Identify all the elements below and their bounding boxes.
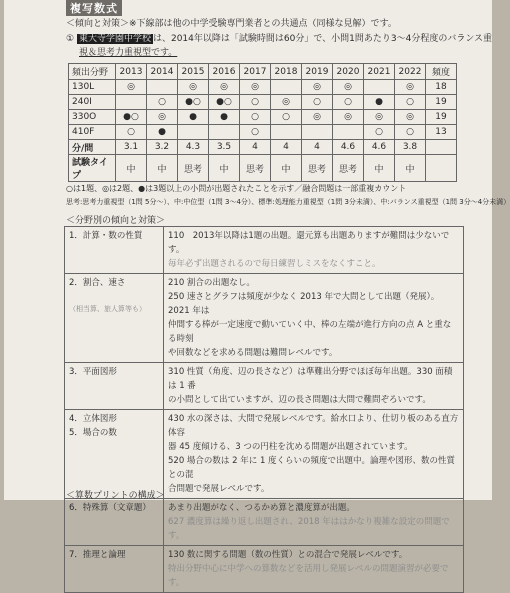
description-line: 合問題で発展レベルです。 [168,484,270,494]
description-line: 器 45 度傾ける、3 つの円柱を沈める問題が出題されています。 [168,442,413,452]
category-cell: 3．平面図形 [65,363,164,410]
table-cell: ◎ [364,110,395,125]
category-label: 4．立体図形 [69,414,117,424]
table-cell [209,125,240,140]
table-header-cell: 2018 [271,64,302,80]
table-cell: ◎ [178,80,209,95]
table-cell: 4.3 [178,140,209,155]
table-cell: 13 [426,125,457,140]
table-cell: 4 [302,140,333,155]
table-cell: 思考 [240,155,271,182]
table-cell [426,140,457,155]
description-line: 430 水の深さは、大問で発展レベルです。給水口より、仕切り板のある直方体容 [168,414,459,438]
legend-line-2: 思考:思考力重視型（1問 5分～）、中:中位型（1問 3～4分）、標準:処理能力重視型（1問 3分未満）、中:バランス重視型（1問 3分～4分未満） [66,198,510,206]
row-label: 240I [69,95,116,110]
bunya-table [64,226,464,593]
description-line: 毎年必ず出題されるので毎日練習しミスをなくすこと。 [168,259,381,269]
table-cell: 中 [147,155,178,182]
table-cell: ○ [395,95,426,110]
table-cell [178,125,209,140]
table-cell: ○ [364,125,395,140]
table-cell: ● [209,110,240,125]
intro-circle-number: ① [66,34,75,44]
row-label: 130L [69,80,116,95]
table-cell: ●○ [209,95,240,110]
table-cell: 3.8 [395,140,426,155]
category-label: 2．割合、速さ [69,278,126,288]
description-cell [164,546,464,593]
intro-line-1-text: は、2014年以降は「試験時間は60分」で、小問1問あたり3～4分程度のバランス重 [152,34,493,44]
table-cell: ◎ [271,95,302,110]
table-cell [271,125,302,140]
school-name: 東大寺学園中学校 [78,34,151,44]
row-label: 試験タイプ [69,155,116,182]
category-cell [65,410,164,499]
table-cell: 4 [271,140,302,155]
table-row [69,95,457,110]
description-line: 110 2013年以降は1題の出題。還元算も出題ありますが難問は少ないです。 [168,231,450,255]
category-cell: 7．推理と論理 [65,546,164,593]
table-cell: ◎ [333,110,364,125]
table-cell: ○ [302,95,333,110]
table-cell: 中 [271,155,302,182]
description-line: あまり出題がなく、つるかめ算と濃度算が出題。 [168,503,355,513]
description-line: 210 割合の出題なし。 [168,278,255,288]
table-cell: 3.2 [147,140,178,155]
category-sub: （相当算、旅人算等も） [69,305,146,313]
description-cell [164,227,464,274]
table-cell: ●○ [178,95,209,110]
table-cell: ○ [240,95,271,110]
table-cell: 思考 [302,155,333,182]
table-header-cell: 2017 [240,64,271,80]
table-row [69,140,457,155]
table-header-cell: 2020 [333,64,364,80]
table-cell: ◎ [395,80,426,95]
table-cell: 3.5 [209,140,240,155]
table-row [65,410,464,499]
table-row [65,499,464,546]
description-cell [164,499,464,546]
table-cell: ○ [240,125,271,140]
table-row [69,155,457,182]
table-cell: 19 [426,95,457,110]
table-cell: ●○ [116,110,147,125]
row-label: 330O [69,110,116,125]
category-cell [65,274,164,363]
frequency-table [68,63,457,182]
table-header-cell: 2022 [395,64,426,80]
table-header-row [69,64,457,80]
table-cell: ◎ [302,80,333,95]
table-cell: 中 [395,155,426,182]
page-title: 複写数式 [66,0,122,16]
table-cell: ◎ [147,110,178,125]
table-header-cell: 2015 [178,64,209,80]
table-cell: ○ [240,110,271,125]
table-cell: 4 [240,140,271,155]
table-cell: ◎ [240,80,271,95]
table-cell: 中 [364,155,395,182]
description-line: 627 濃度算は繰り返し出題され、2018 年ははかなり複雑な設定の問題です。 [168,517,450,541]
table-header-cell: 2021 [364,64,395,80]
description-line: 250 速さとグラフは頻度が少なく 2013 年で大問として出題（発展）。2021 年は [168,292,440,316]
table-cell: 思考 [333,155,364,182]
description-line: 仲間する棒が一定速度で動いていく中、棒の左端が進行方向の点 A と重なる時刻 [168,320,452,344]
category-label: 5．場合の数 [69,428,117,438]
table-cell: 4.6 [333,140,364,155]
table-cell: ◎ [209,80,240,95]
table-header-cell: 頻度 [426,64,457,80]
table-header-cell: 2016 [209,64,240,80]
description-line: や回数などを求める問題は難問レベルです。 [168,348,338,358]
document-page [4,0,510,588]
table-cell: ○ [395,125,426,140]
table-cell: ◎ [395,110,426,125]
intro-line-2: 視＆思考力重視型です。 [79,48,178,58]
table-cell: ● [364,95,395,110]
description-line: 130 数に関する問題（数の性質）との混合で発展レベルです。 [168,550,408,560]
table-header-cell: 2019 [302,64,333,80]
description-cell [164,363,464,410]
table-cell: ◎ [116,80,147,95]
table-cell: 中 [209,155,240,182]
table-cell: ◎ [302,110,333,125]
category-cell: 1．計算・数の性質 [65,227,164,274]
table-cell [364,80,395,95]
legend-line-1: ○は1題、◎は2題、●は3題以上の小問が出題されたことを示す／融合問題は一部重複カウント [66,184,407,193]
table-cell [116,95,147,110]
category-cell: 6．特殊算（文章題） [65,499,164,546]
description-line: 310 性質（角度、辺の長さなど）は準難出分野でほぼ毎年出題。330 面積は 1 番 [168,367,453,391]
table-cell: 4.6 [364,140,395,155]
table-row [65,546,464,593]
row-label: 分/問 [69,140,116,155]
row-label: 410F [69,125,116,140]
description-cell [164,410,464,499]
table-cell [333,125,364,140]
table-header-cell: 2013 [116,64,147,80]
table-cell: 中 [116,155,147,182]
table-row [65,274,464,363]
table-row [65,227,464,274]
table-cell [147,80,178,95]
table-row [69,110,457,125]
description-line: 520 場合の数は 2 年に 1 度くらいの頻度で出題中。論理や図形、数の性質との混 [168,456,456,480]
table-cell: 19 [426,110,457,125]
table-cell: ○ [333,95,364,110]
table-cell: 3.1 [116,140,147,155]
intro-line-1 [66,31,492,44]
table-cell: ○ [116,125,147,140]
table-cell: ◎ [333,80,364,95]
table-cell: ● [147,125,178,140]
table-cell: ○ [147,95,178,110]
table-cell: 思考 [178,155,209,182]
table-row [69,125,457,140]
table-cell [426,155,457,182]
description-cell [164,274,464,363]
description-line: 特出分野中心に中学への算数などを活用し発展レベルの問題演習が必要です。 [168,564,449,588]
description-line: の小問として出ていますが、辺の長さ問題は大問で難問ぞろいです。 [168,395,431,405]
table-header-cell: 2014 [147,64,178,80]
table-header-cell: 頻出分野 [69,64,116,80]
intro-heading: ＜傾向と対策＞※下線部は他の中学受験専門業者との共通点（同様な見解）です。 [66,19,397,29]
table-cell: ● [178,110,209,125]
table-cell: ○ [271,110,302,125]
table-cell [302,125,333,140]
section-heading: ＜分野別の傾向と対策＞ [66,216,166,226]
table-cell [271,80,302,95]
table-row [65,363,464,410]
table-cell: 18 [426,80,457,95]
footer-heading: ＜算数プリントの構成＞ [66,491,165,501]
table-row [69,80,457,95]
